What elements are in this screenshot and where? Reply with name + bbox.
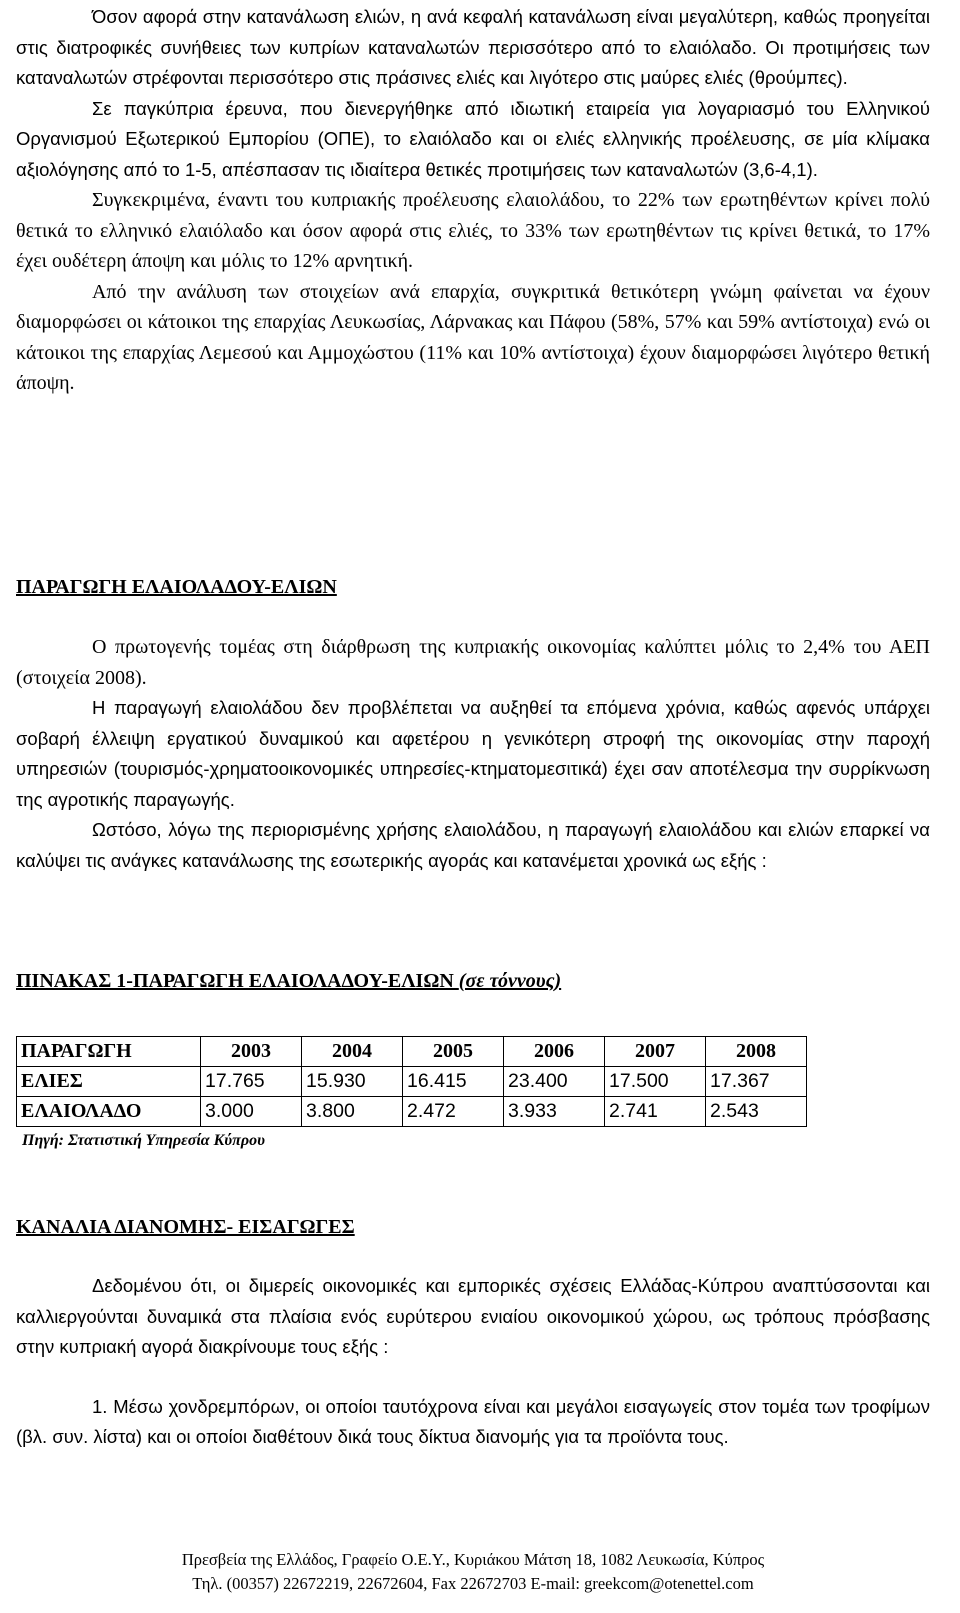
top-text-block [16, 2, 930, 399]
table-cell: 2.472 [403, 1097, 504, 1127]
heading-distribution: ΚΑΝΑΛΙΑ ΔΙΑΝΟΜΗΣ- ΕΙΣΑΓΩΓΕΣ [16, 1216, 355, 1238]
table-cell: 23.400 [504, 1067, 605, 1097]
table-cell: 3.000 [201, 1097, 302, 1127]
table-heading [16, 966, 561, 996]
table-header-cell: 2004 [302, 1037, 403, 1067]
heading-production: ΠΑΡΑΓΩΓΗ ΕΛΑΙΟΛΑΔΟΥ-ΕΛΙΩΝ [16, 576, 337, 598]
table-row [17, 1097, 807, 1127]
paragraph-survey: Σε παγκύπρια έρευνα, που διενεργήθηκε από ιδιωτική εταιρεία για λογαριασμό του Ελληνικού Οργανισμού Εξωτερικού Εμπορίου (ΟΠΕ), το ελαιόλαδο και οι ελιές ελληνικής προέλευσης, σε μία κλίμακα αξιολόγησης από το 1-5, απέσπασαν τις ιδιαίτερα θετικές προτιμήσεις των καταναλωτών (3,6-4,1). [16, 97, 930, 180]
page-footer [16, 1548, 930, 1596]
paragraph-olive-consumption: Όσον αφορά στην κατανάλωση ελιών, η ανά κεφαλή κατανάλωση είναι μεγαλύτερη, καθώς προηγείται στις διατροφικές συνήθειες των κυπρίων καταναλωτών περισσότερο από το ελαιόλαδο. Οι προτιμήσεις των καταναλωτών στρέφονται περισσότερο στις πράσινες ελιές και λιγότερο στις μαύρες ελιές (θρούμπες). [16, 6, 930, 88]
table-cell: 17.765 [201, 1067, 302, 1097]
table-cell: 16.415 [403, 1067, 504, 1097]
table-header-cell: 2007 [605, 1037, 706, 1067]
distribution-text-block [16, 1271, 930, 1453]
table-header-cell: ΠΑΡΑΓΩΓΗ [17, 1037, 201, 1067]
production-table [16, 1036, 807, 1127]
table-cell: 17.367 [706, 1067, 807, 1097]
table-cell: 17.500 [605, 1067, 706, 1097]
table-cell: 15.930 [302, 1067, 403, 1097]
table-cell: ΕΛΑΙΟΛΑΔΟ [17, 1097, 201, 1127]
production-text-block [16, 632, 930, 876]
paragraph-access: Δεδομένου ότι, οι διμερείς οικονομικές και εμπορικές σχέσεις Ελλάδας-Κύπρου αναπτύσσονται και καλλιεργούνται δυναμικά στα πλαίσια ενός ευρύτερου ενιαίου οικονομικού χώρου, ως τρόπους πρόσβασης στην κυπριακή αγορά διακρίνουμε τους εξής : [16, 1275, 930, 1357]
table-heading-unit: (σε τόννους) [458, 970, 562, 992]
table-cell: 3.933 [504, 1097, 605, 1127]
list-item-wholesalers: 1. Μέσω χονδρεμπόρων, οι οποίοι ταυτόχρονα είναι και μεγάλοι εισαγωγείς στον τομέα των τροφίμων (βλ. συν. λίστα) και οι οποίοι διαθέτουν δικά τους δίκτυα διανομής για τα προϊόντα τους. [16, 1395, 930, 1447]
table-cell: 2.741 [605, 1097, 706, 1127]
paragraph-specifics: Συγκεκριμένα, έναντι του κυπριακής προέλευσης ελαιολάδου, το 22% των ερωτηθέντων κρίνει πολύ θετικά το ελληνικό ελαιόλαδο και όσον αφορά στις ελιές, το 33% των ερωτηθέντων τις κρίνει θετικά, το 17% έχει ουδέτερη άποψη και μόλις το 12% αρνητική. [16, 189, 930, 272]
footer-address: Πρεσβεία της Ελλάδος, Γραφείο Ο.Ε.Υ., Κυριάκου Μάτση 18, 1082 Λευκωσία, Κύπρος [181, 1550, 765, 1569]
table-row [17, 1067, 807, 1097]
footer-contact: Τηλ. (00357) 22672219, 22672604, Fax 22672703 E-mail: greekcom@otenettel.com [192, 1574, 754, 1593]
paragraph-primary-sector: Ο πρωτογενής τομέας στη διάρθρωση της κυπριακής οικονομίας καλύπτει μόλις το 2,4% του ΑΕΠ (στοιχεία 2008). [16, 636, 930, 689]
table-header-row [17, 1037, 807, 1067]
table-header-cell: 2003 [201, 1037, 302, 1067]
table-cell: 3.800 [302, 1097, 403, 1127]
table-source: Πηγή: Στατιστική Υπηρεσία Κύπρου [22, 1132, 265, 1149]
table-header-cell: 2006 [504, 1037, 605, 1067]
table-header-cell: 2005 [403, 1037, 504, 1067]
table-heading-main: ΠΙΝΑΚΑΣ 1-ΠΑΡΑΓΩΓΗ ΕΛΑΙΟΛΑΔΟΥ-ΕΛΙΩΝ [16, 970, 459, 992]
table-header-cell: 2008 [706, 1037, 807, 1067]
paragraph-regional-analysis: Από την ανάλυση των στοιχείων ανά επαρχία, συγκριτικά θετικότερη γνώμη φαίνεται να έχουν διαμορφώσει οι κάτοικοι της επαρχίας Λευκωσίας, Λάρνακας και Πάφου (58%, 57% και 59% αντίστοιχα) ενώ οι κάτοικοι της επαρχίας Λεμεσού και Αμμοχώστου (11% και 10% αντίστοιχα) έχουν διαμορφώσει λιγότερο θετική άποψη. [16, 280, 930, 394]
table-cell: 2.543 [706, 1097, 807, 1127]
paragraph-production-sufficiency: Ωστόσο, λόγω της περιορισμένης χρήσης ελαιολάδου, η παραγωγή ελαιολάδου και ελιών επαρκεί να καλύψει τις ανάγκες κατανάλωσης της εσωτερικής αγοράς και κατανέμεται χρονικά ως εξής : [16, 819, 930, 871]
paragraph-production-outlook: Η παραγωγή ελαιολάδου δεν προβλέπεται να αυξηθεί τα επόμενα χρόνια, καθώς αφενός υπάρχει σοβαρή έλλειψη εργατικού δυναμικού και αφετέρου η γενικότερη στροφή της οικονομίας στην παροχή υπηρεσιών (τουρισμός-χρηματοοικονομικές υπηρεσίες-κτηματομεσιτικά) έχει σαν αποτέλεσμα την συρρίκνωση της αγροτικής παραγωγής. [16, 697, 930, 810]
table-cell: ΕΛΙΕΣ [17, 1067, 201, 1097]
